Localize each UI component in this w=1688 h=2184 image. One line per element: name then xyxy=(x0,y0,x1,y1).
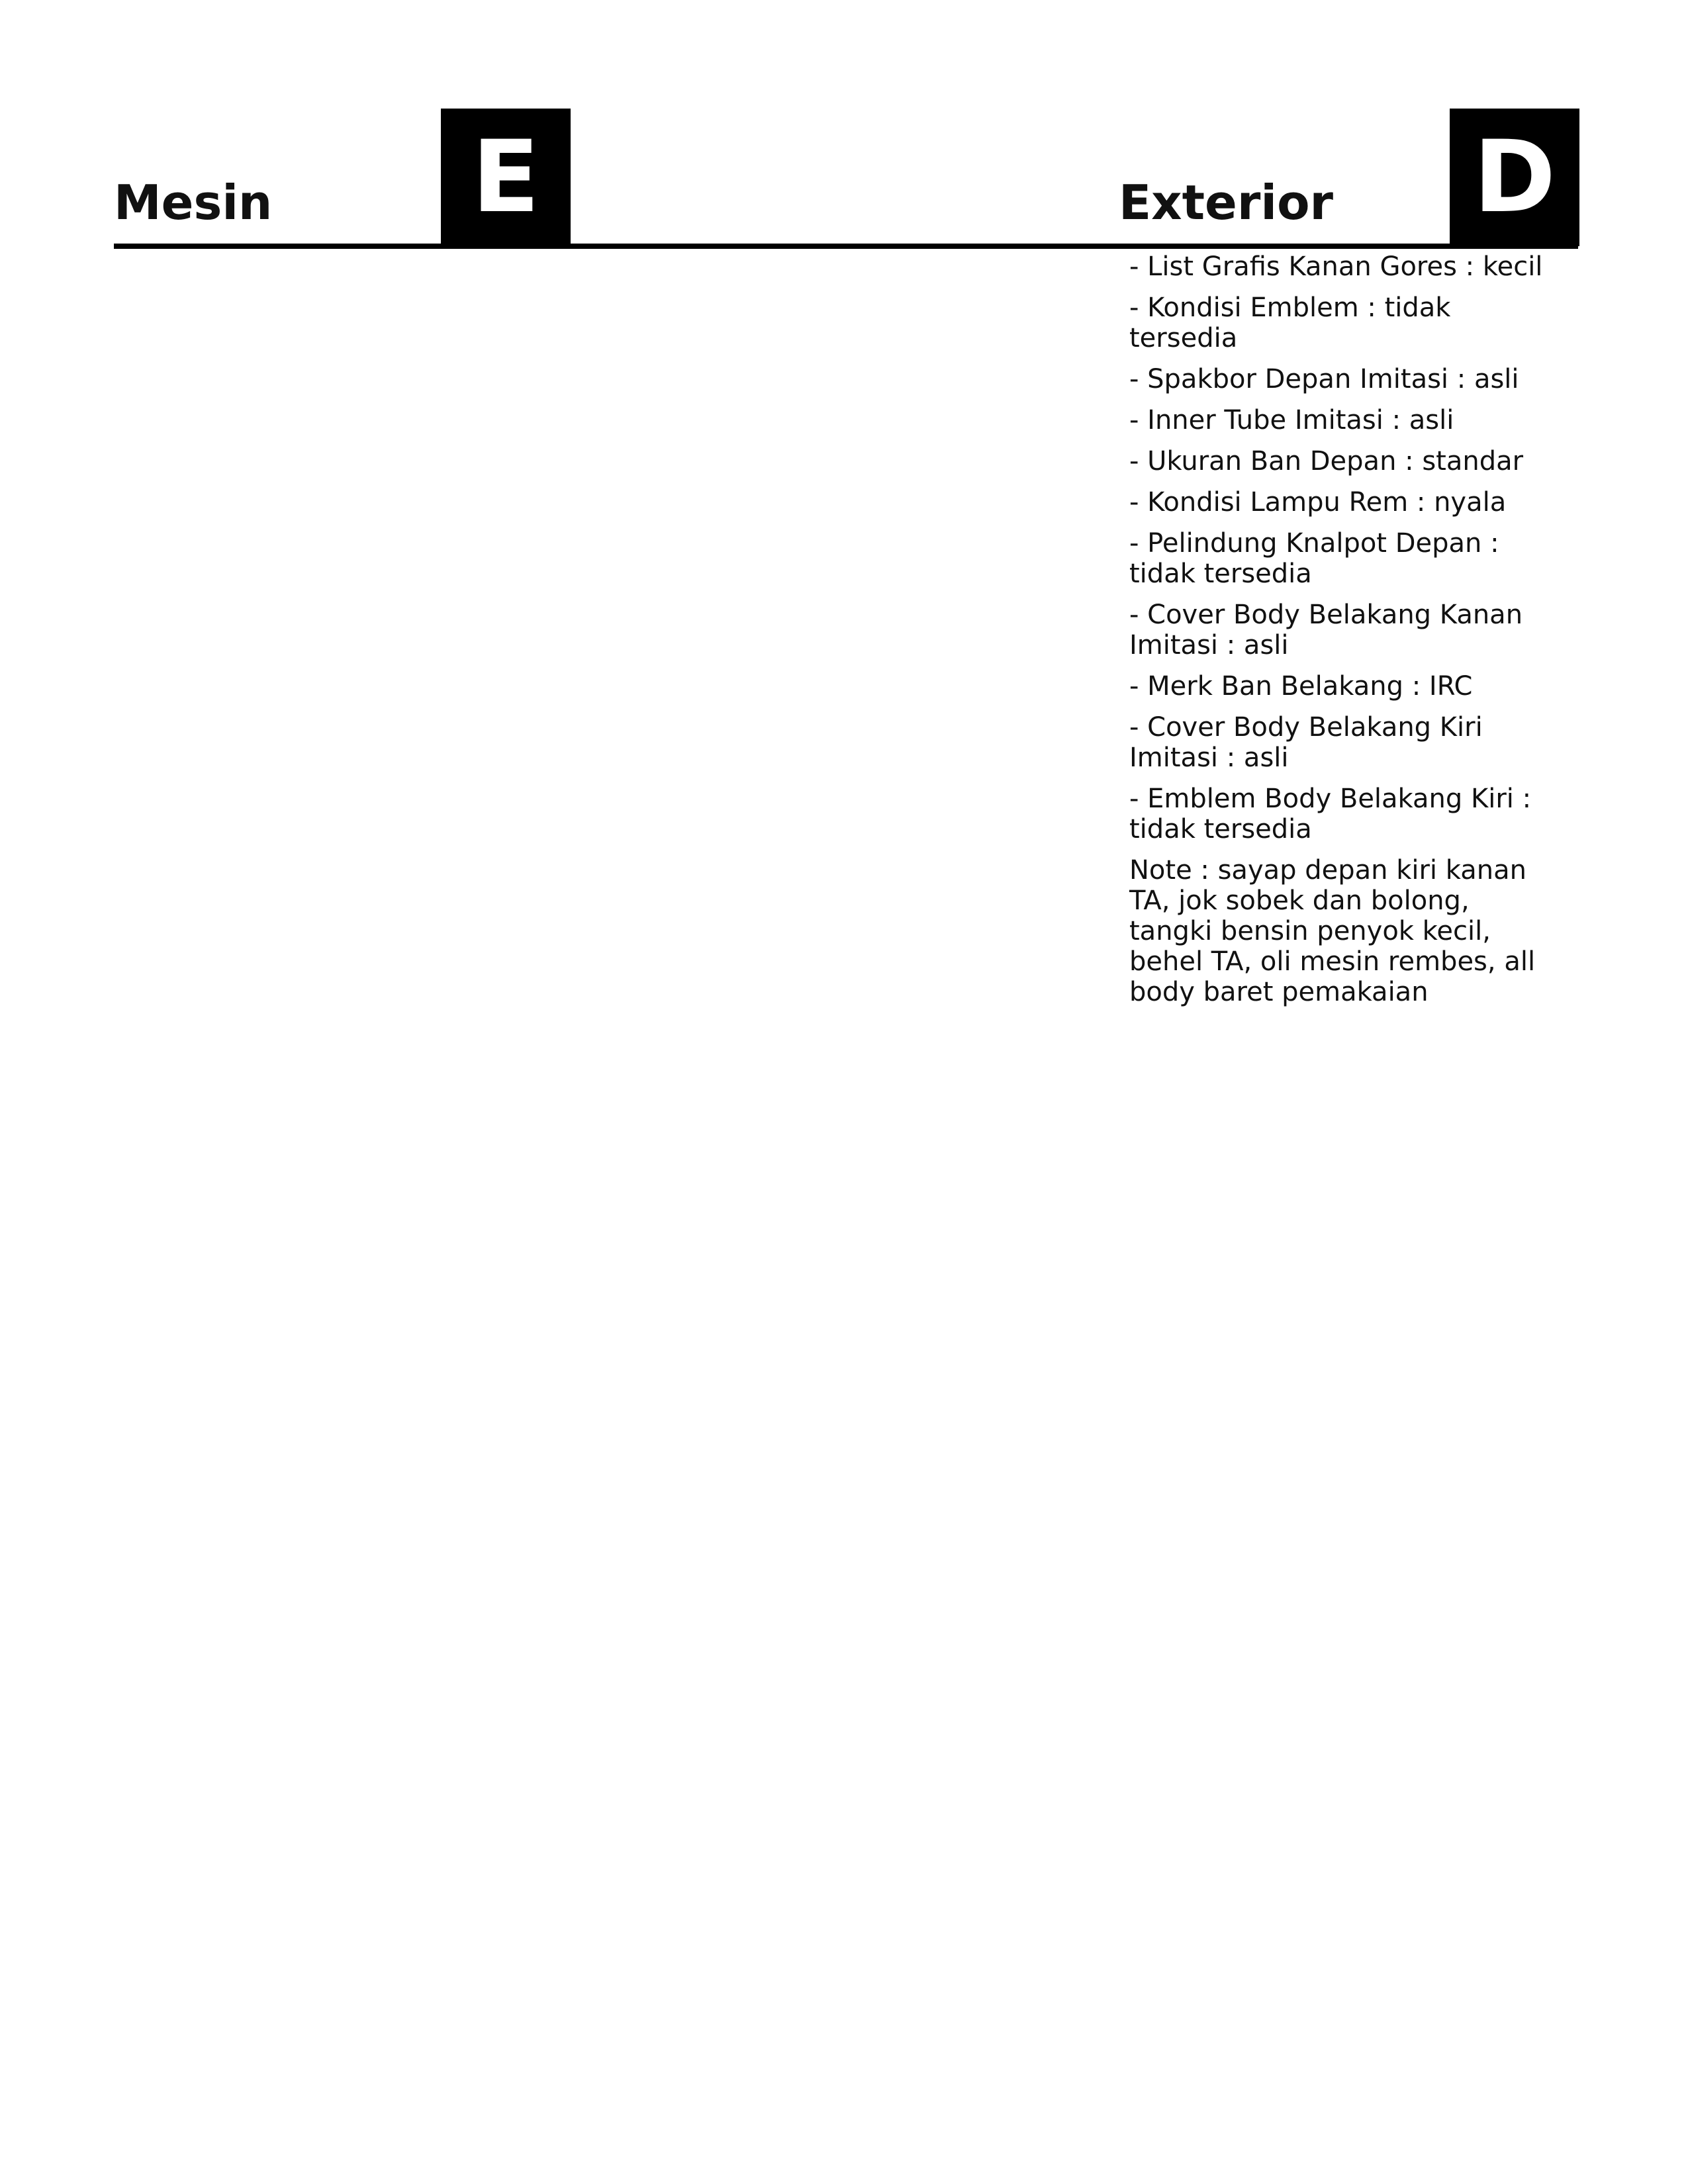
mesin-divider xyxy=(114,244,573,249)
list-item: - Pelindung Knalpot Depan : tidak tersedia xyxy=(1129,528,1499,589)
list-item: - Kondisi Lampu Rem : nyala xyxy=(1129,487,1507,518)
mesin-grade-badge: E xyxy=(441,109,571,246)
exterior-item-list xyxy=(1129,251,1560,1018)
list-item: - List Grafis Kanan Gores : kecil xyxy=(1129,251,1543,282)
list-item: - Merk Ban Belakang : IRC xyxy=(1129,671,1473,702)
exterior-title: Exterior xyxy=(1119,175,1334,230)
list-item: - Cover Body Belakang Kiri Imitasi : asli xyxy=(1129,712,1483,773)
list-item: - Cover Body Belakang Kanan Imitasi : asli xyxy=(1129,600,1523,660)
exterior-divider xyxy=(569,244,1578,249)
list-item: - Emblem Body Belakang Kiri : tidak tersedia xyxy=(1129,784,1532,844)
exterior-grade-badge: D xyxy=(1450,109,1579,246)
exterior-note xyxy=(1129,855,1560,1007)
list-item: - Kondisi Emblem : tidak tersedia xyxy=(1129,293,1451,353)
list-item: - Inner Tube Imitasi : asli xyxy=(1129,405,1454,435)
list-item: - Spakbor Depan Imitasi : asli xyxy=(1129,364,1519,394)
mesin-title: Mesin xyxy=(114,175,273,230)
list-item: - Ukuran Ban Depan : standar xyxy=(1129,446,1524,477)
note-text: Note : sayap depan kiri kanan TA, jok sobek dan bolong, tangki bensin penyok kecil, behel TA, oli mesin rembes, all body baret pemakaian xyxy=(1129,855,1536,1007)
